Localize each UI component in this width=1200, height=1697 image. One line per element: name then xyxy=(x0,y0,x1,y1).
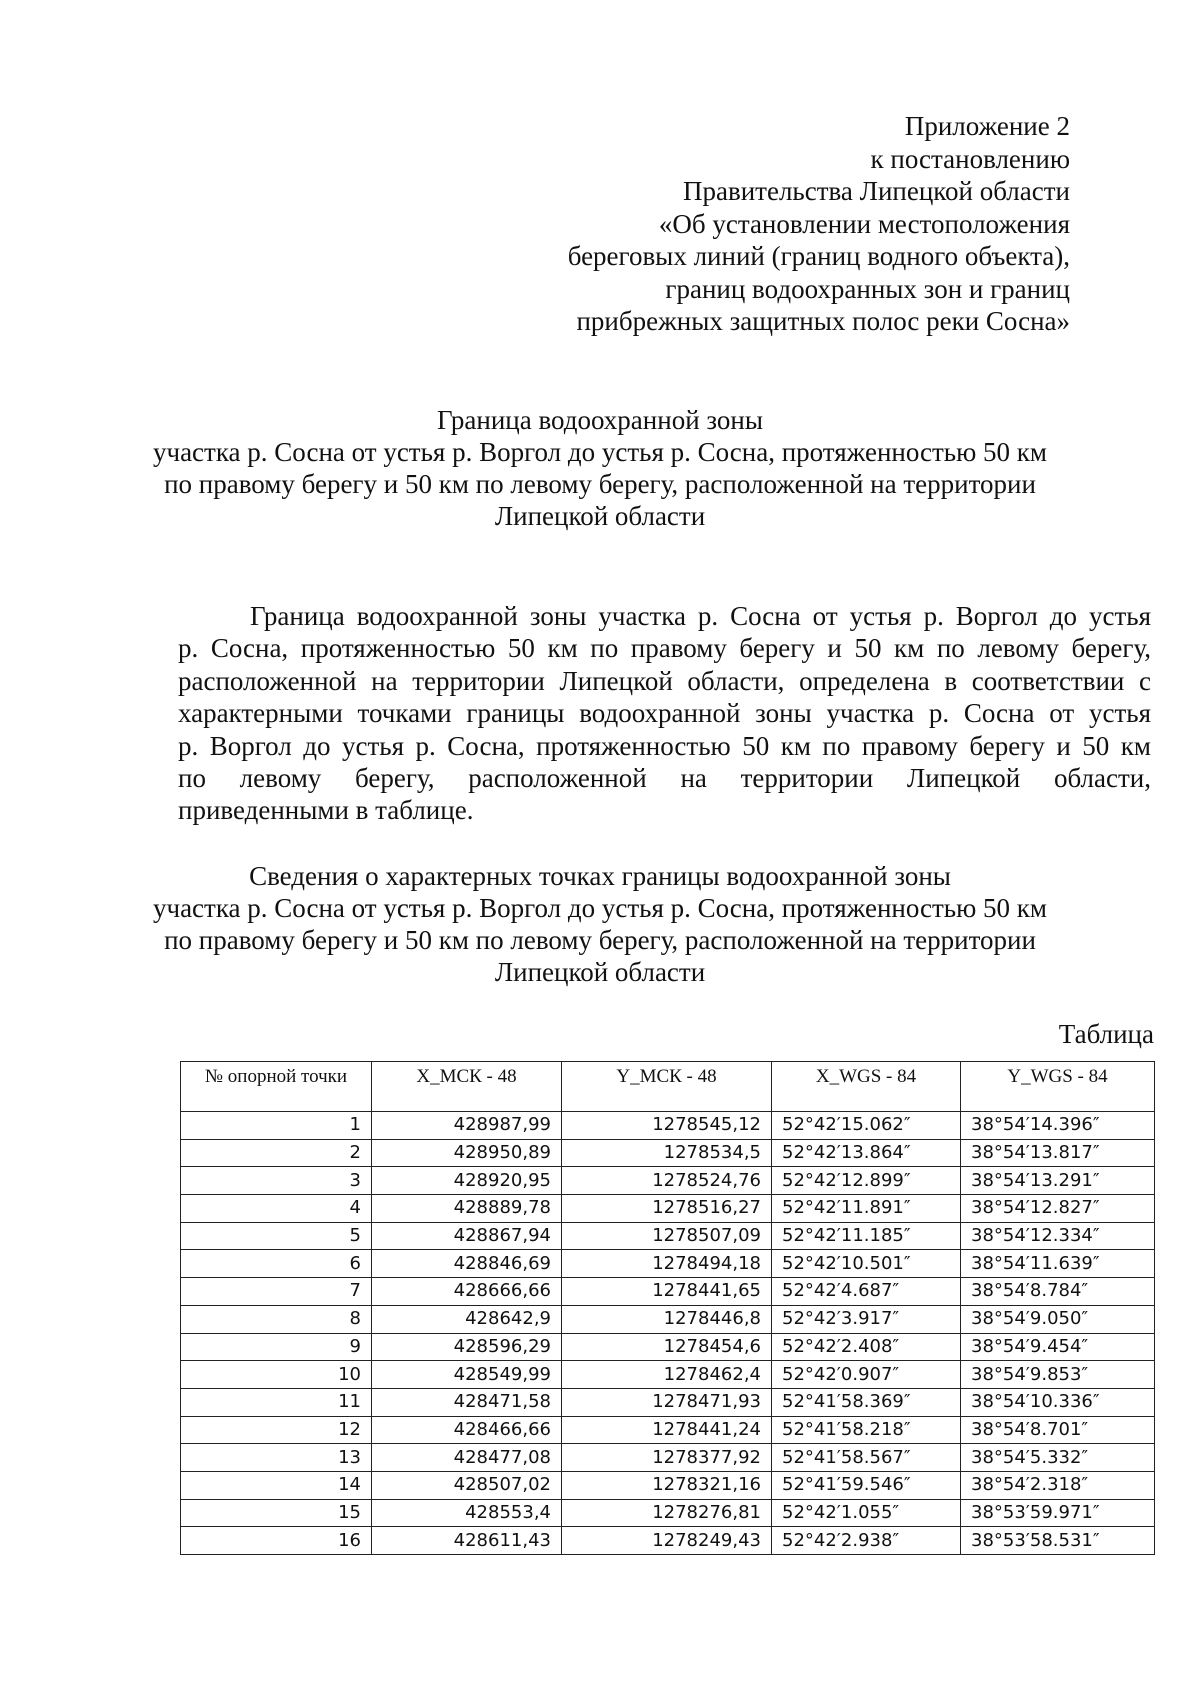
coordinates-table xyxy=(180,1061,1155,1555)
heading-line: по правому берегу и 50 км по левому берегу, расположенной на территории xyxy=(164,469,1036,499)
x-wgs-cell: 52°42′2.938″ xyxy=(772,1527,961,1555)
x-msk-cell: 428477,08 xyxy=(372,1444,562,1472)
y-wgs-cell: 38°54′9.454″ xyxy=(961,1333,1155,1361)
x-wgs-cell: 52°42′13.864″ xyxy=(772,1139,961,1167)
header-point-number: № опорной точки xyxy=(181,1062,372,1112)
body-line: р. Сосна, протяженностью 50 км по правому берегу и 50 км по левому берегу, xyxy=(178,633,1151,664)
y-wgs-cell: 38°54′10.336″ xyxy=(961,1388,1155,1416)
x-wgs-cell: 52°41′58.567″ xyxy=(772,1444,961,1472)
body-line: по левому берегу, расположенной на территории Липецкой области, xyxy=(178,762,1151,793)
y-wgs-cell: 38°54′11.639″ xyxy=(961,1250,1155,1278)
appendix-line: Приложение 2 xyxy=(904,111,1070,141)
y-msk-cell: 1278276,81 xyxy=(562,1499,772,1527)
table-caption: Таблица xyxy=(1058,1019,1154,1049)
x-wgs-cell: 52°42′10.501″ xyxy=(772,1250,961,1278)
point-number-cell: 5 xyxy=(181,1222,372,1250)
x-wgs-cell: 52°42′15.062″ xyxy=(772,1112,961,1140)
x-msk-cell: 428867,94 xyxy=(372,1222,562,1250)
x-msk-cell: 428471,58 xyxy=(372,1388,562,1416)
y-msk-cell: 1278534,5 xyxy=(562,1139,772,1167)
y-msk-cell: 1278516,27 xyxy=(562,1195,772,1223)
body-line: приведенными в таблице. xyxy=(178,795,474,826)
y-msk-cell: 1278494,18 xyxy=(562,1250,772,1278)
y-msk-cell: 1278545,12 xyxy=(562,1112,772,1140)
point-number-cell: 4 xyxy=(181,1195,372,1223)
y-wgs-cell: 38°54′13.291″ xyxy=(961,1167,1155,1195)
table-row xyxy=(181,1444,1155,1472)
heading-line: Липецкой области xyxy=(494,501,706,531)
heading-line: Граница водоохранной зоны xyxy=(436,405,763,435)
y-wgs-cell: 38°54′2.318″ xyxy=(961,1471,1155,1499)
x-wgs-cell: 52°41′58.369″ xyxy=(772,1388,961,1416)
point-number-cell: 16 xyxy=(181,1527,372,1555)
table-row xyxy=(181,1139,1155,1167)
y-wgs-cell: 38°53′58.531″ xyxy=(961,1527,1155,1555)
body-paragraph xyxy=(178,600,1151,827)
appendix-line: береговых линий (границ водного объекта), xyxy=(567,241,1070,271)
appendix-line: прибрежных защитных полос реки Сосна» xyxy=(576,306,1070,336)
y-wgs-cell: 38°54′14.396″ xyxy=(961,1112,1155,1140)
header-y-msk: Y_МСК - 48 xyxy=(562,1062,772,1112)
y-msk-cell: 1278441,24 xyxy=(562,1416,772,1444)
y-wgs-cell: 38°54′9.853″ xyxy=(961,1361,1155,1389)
table-heading xyxy=(130,860,1070,988)
table-body xyxy=(181,1112,1155,1555)
point-number-cell: 12 xyxy=(181,1416,372,1444)
y-wgs-cell: 38°54′12.334″ xyxy=(961,1222,1155,1250)
header-y-wgs: Y_WGS - 84 xyxy=(961,1062,1155,1112)
table-row xyxy=(181,1250,1155,1278)
y-msk-cell: 1278507,09 xyxy=(562,1222,772,1250)
table-heading-line: участка р. Сосна от устья р. Воргол до устья р. Сосна, протяженностью 50 км xyxy=(152,893,1047,923)
y-wgs-cell: 38°54′8.784″ xyxy=(961,1278,1155,1306)
body-line: расположенной на территории Липецкой области, определена в соответствии с xyxy=(178,665,1151,696)
y-wgs-cell: 38°54′5.332″ xyxy=(961,1444,1155,1472)
table-row xyxy=(181,1471,1155,1499)
y-wgs-cell: 38°54′13.817″ xyxy=(961,1139,1155,1167)
appendix-line: границ водоохранных зон и границ xyxy=(665,273,1070,304)
table-row xyxy=(181,1112,1155,1140)
x-msk-cell: 428846,69 xyxy=(372,1250,562,1278)
x-msk-cell: 428642,9 xyxy=(372,1305,562,1333)
header-x-msk: X_МСК - 48 xyxy=(372,1062,562,1112)
x-msk-cell: 428666,66 xyxy=(372,1278,562,1306)
table-row xyxy=(181,1388,1155,1416)
x-wgs-cell: 52°42′4.687″ xyxy=(772,1278,961,1306)
point-number-cell: 13 xyxy=(181,1444,372,1472)
table-row xyxy=(181,1195,1155,1223)
point-number-cell: 9 xyxy=(181,1333,372,1361)
point-number-cell: 10 xyxy=(181,1361,372,1389)
x-msk-cell: 428596,29 xyxy=(372,1333,562,1361)
point-number-cell: 11 xyxy=(181,1388,372,1416)
table-header-row xyxy=(181,1062,1155,1112)
appendix-line: к постановлению xyxy=(870,143,1070,174)
x-wgs-cell: 52°42′12.899″ xyxy=(772,1167,961,1195)
y-msk-cell: 1278446,8 xyxy=(562,1305,772,1333)
table-heading-line: Липецкой области xyxy=(494,957,706,987)
document-heading xyxy=(130,404,1070,532)
x-msk-cell: 428889,78 xyxy=(372,1195,562,1223)
table-heading-line: Сведения о характерных точках границы водоохранной зоны xyxy=(249,861,951,891)
y-msk-cell: 1278454,6 xyxy=(562,1333,772,1361)
point-number-cell: 2 xyxy=(181,1139,372,1167)
table-row xyxy=(181,1361,1155,1389)
x-wgs-cell: 52°42′11.891″ xyxy=(772,1195,961,1223)
y-msk-cell: 1278462,4 xyxy=(562,1361,772,1389)
y-msk-cell: 1278471,93 xyxy=(562,1388,772,1416)
table-row xyxy=(181,1416,1155,1444)
table-row xyxy=(181,1278,1155,1306)
y-msk-cell: 1278524,76 xyxy=(562,1167,772,1195)
x-msk-cell: 428507,02 xyxy=(372,1471,562,1499)
table-row xyxy=(181,1527,1155,1555)
x-wgs-cell: 52°42′3.917″ xyxy=(772,1305,961,1333)
x-msk-cell: 428987,99 xyxy=(372,1112,562,1140)
body-line: Граница водоохранной зоны участка р. Сосна от устья р. Воргол до устья xyxy=(250,601,1151,631)
table-heading-line: по правому берегу и 50 км по левому берегу, расположенной на территории xyxy=(164,925,1036,955)
x-msk-cell: 428549,99 xyxy=(372,1361,562,1389)
x-msk-cell: 428611,43 xyxy=(372,1527,562,1555)
heading-line: участка р. Сосна от устья р. Воргол до устья р. Сосна, протяженностью 50 км xyxy=(152,437,1047,467)
table-row xyxy=(181,1333,1155,1361)
x-msk-cell: 428950,89 xyxy=(372,1139,562,1167)
body-line: р. Воргол до устья р. Сосна, протяженностью 50 км по правому берегу и 50 км xyxy=(178,730,1151,761)
y-msk-cell: 1278321,16 xyxy=(562,1471,772,1499)
point-number-cell: 7 xyxy=(181,1278,372,1306)
x-wgs-cell: 52°42′11.185″ xyxy=(772,1222,961,1250)
point-number-cell: 1 xyxy=(181,1112,372,1140)
table-row xyxy=(181,1305,1155,1333)
point-number-cell: 14 xyxy=(181,1471,372,1499)
x-msk-cell: 428553,4 xyxy=(372,1499,562,1527)
y-wgs-cell: 38°54′8.701″ xyxy=(961,1416,1155,1444)
appendix-reference xyxy=(568,110,1070,338)
point-number-cell: 6 xyxy=(181,1250,372,1278)
x-wgs-cell: 52°42′0.907″ xyxy=(772,1361,961,1389)
x-msk-cell: 428466,66 xyxy=(372,1416,562,1444)
y-msk-cell: 1278441,65 xyxy=(562,1278,772,1306)
y-wgs-cell: 38°54′9.050″ xyxy=(961,1305,1155,1333)
point-number-cell: 8 xyxy=(181,1305,372,1333)
y-msk-cell: 1278377,92 xyxy=(562,1444,772,1472)
table-row xyxy=(181,1499,1155,1527)
table-row xyxy=(181,1167,1155,1195)
body-line: характерными точками границы водоохранной зоны участка р. Сосна от устья xyxy=(178,698,1151,729)
point-number-cell: 15 xyxy=(181,1499,372,1527)
y-wgs-cell: 38°54′12.827″ xyxy=(961,1195,1155,1223)
header-x-wgs: X_WGS - 84 xyxy=(772,1062,961,1112)
y-msk-cell: 1278249,43 xyxy=(562,1527,772,1555)
point-number-cell: 3 xyxy=(181,1167,372,1195)
x-wgs-cell: 52°41′59.546″ xyxy=(772,1471,961,1499)
x-wgs-cell: 52°41′58.218″ xyxy=(772,1416,961,1444)
x-wgs-cell: 52°42′2.408″ xyxy=(772,1333,961,1361)
x-wgs-cell: 52°42′1.055″ xyxy=(772,1499,961,1527)
appendix-line: «Об установлении местоположения xyxy=(658,208,1070,239)
appendix-line: Правительства Липецкой области xyxy=(682,176,1070,206)
x-msk-cell: 428920,95 xyxy=(372,1167,562,1195)
y-wgs-cell: 38°53′59.971″ xyxy=(961,1499,1155,1527)
table-row xyxy=(181,1222,1155,1250)
